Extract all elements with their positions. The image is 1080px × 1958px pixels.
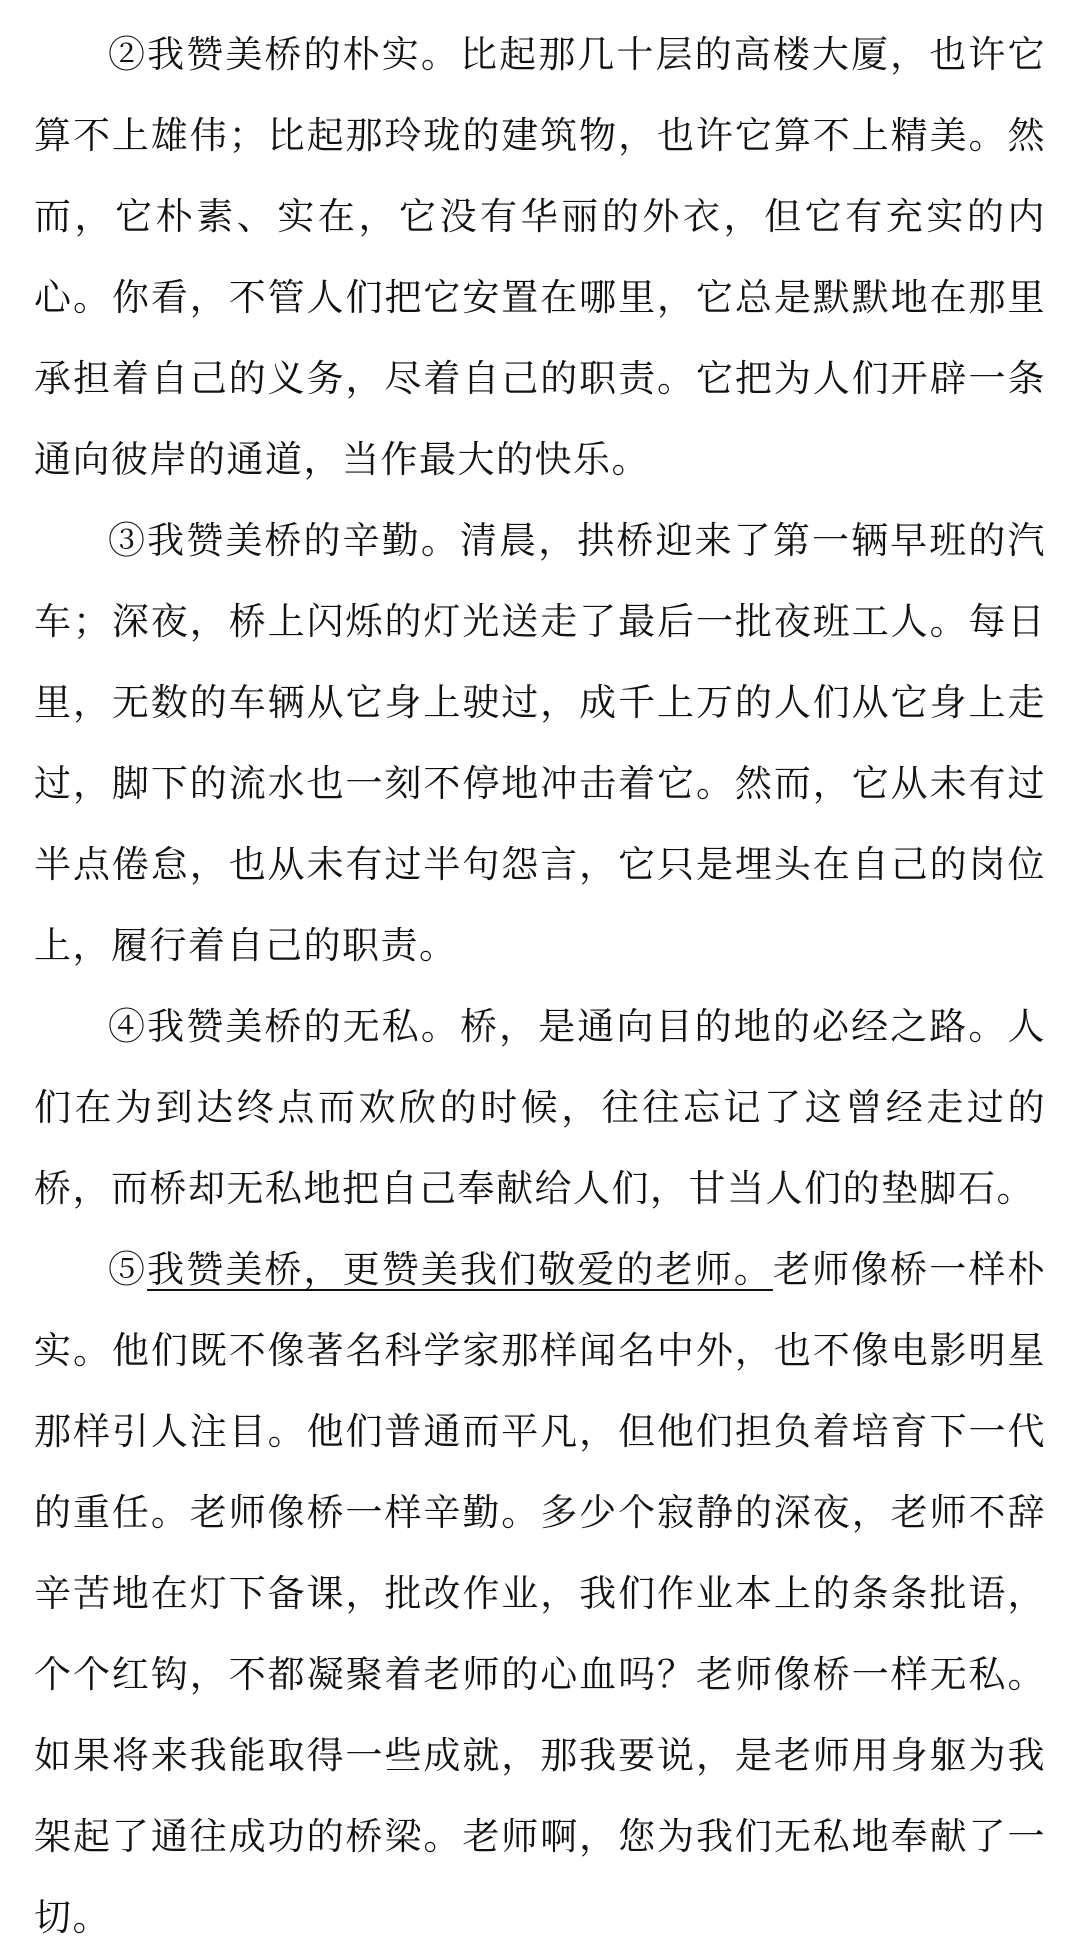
essay-page <box>34 14 1046 1958</box>
paragraph-number: ⑤ <box>108 1248 148 1291</box>
paragraph-body: 老师像桥一样朴实。他们既不像著名科学家那样闻名中外，也不像电影明星那样引人注目。他们普通而平凡，但他们担负着培育下一代的重任。老师像桥一样辛勤。多少个寂静的深夜，老师不辞辛苦地在灯下备课，批改作业，我们作业本上的条条批语，个个红钩，不都凝聚着老师的心血吗？老师像桥一样无私。如果将来我能取得一些成就，那我要说，是老师用身躯为我架起了通往成功的桥梁。老师啊，您为我们无私地奉献了一切。 <box>34 1248 1047 1939</box>
paragraph-4: ④我赞美桥的无私。桥，是通向目的地的必经之路。人们在为到达终点而欢欣的时候，往往忘记了这曾经走过的桥，而桥却无私地把自己奉献给人们，甘当人们的垫脚石。 <box>34 1005 1046 1210</box>
paragraph-2: ②我赞美桥的朴实。比起那几十层的高楼大厦，也许它算不上雄伟；比起那玲珑的建筑物，也许它算不上精美。然而，它朴素、实在，它没有华丽的外衣，但它有充实的内心。你看，不管人们把它安置在哪里，它总是默默地在那里承担着自己的义务，尽着自己的职责。它把为人们开辟一条通向彼岸的通道，当作最大的快乐。 <box>34 33 1046 481</box>
paragraph-3: ③我赞美桥的辛勤。清晨，拱桥迎来了第一辆早班的汽车；深夜，桥上闪烁的灯光送走了最后一批夜班工人。每日里，无数的车辆从它身上驶过，成千上万的人们从它身上走过，脚下的流水也一刻不停地冲击着它。然而，它从未有过半点倦怠，也从未有过半句怨言，它只是埋头在自己的岗位上，履行着自己的职责。 <box>34 519 1046 967</box>
underlined-sentence: 我赞美桥，更赞美我们敬爱的老师。 <box>147 1248 773 1291</box>
paragraph-5 <box>34 1229 1046 1958</box>
